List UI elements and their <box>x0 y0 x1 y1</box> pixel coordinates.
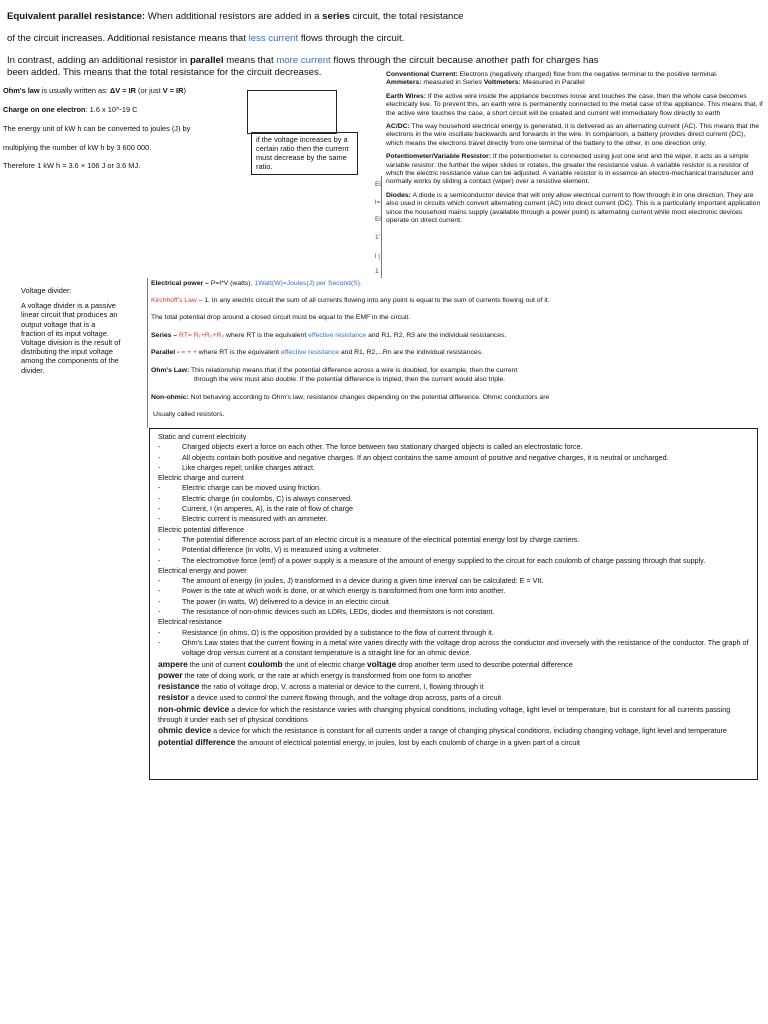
electron-charge-note: Charge on one electron: 1.6 x 10^-19 C <box>3 105 138 114</box>
glossary-potential-difference: potential difference the amount of electrical potential energy, in joules, lost by each coulomb of charge in a given part of a circuit <box>158 736 580 747</box>
voltage-divider-note <box>21 286 121 375</box>
glossary-resistor: resistor a device used to control the current flowing through, and the voltage drop across, parts of a circuit <box>158 692 502 703</box>
margin-mark: 1 <box>375 268 379 275</box>
list-item: - Like charges repel; unlike charges attract. <box>158 463 749 473</box>
list-item: - All objects contain both positive and negative charges. If an object contains the same amount of positive and negative charges, it is neutral or uncharged. <box>158 453 749 463</box>
list-item: - Electric charge (in coulombs, C) is always conserved. <box>158 494 749 504</box>
kirchhoff-second-line: The total potential drop around a closed circuit must be equal to the EMF in the circuit. <box>151 314 411 321</box>
right-notes <box>386 71 764 226</box>
intro-line-1: Equivalent parallel resistance: When additional resistors are added in a series circuit, the total resistance <box>7 11 464 22</box>
list-item: - The resistance of non-ohmic devices such as LDRs, LEDs, diodes and thermistors is not constant. <box>158 607 749 617</box>
potentiometer-note: Potentiometer/Variable Resistor: If the potentiometer is connected using just one end and the wiper, it acts as a simple variable resistor: the further the wiper slides or rotates, the greater the resistance value. A variable resistor is a resistor of which the electric resistance value can be adjusted. A variable resistor is in essence an electro-mechanical transducer and normally works by sliding a contact (wiper) over a resistive element. <box>386 153 754 186</box>
usually-called-line: Usually called resistors. <box>153 411 225 418</box>
section-heading: Electric charge and current <box>158 473 244 483</box>
glossary-ohmic: ohmic device a device for which the resistance is constant for all currents under a range of changing physical conditions, including changing voltage, light level and temperature <box>158 725 727 736</box>
ratio-note-box: if the voltage increases by a certain ratio then the current must decrease by the same ratio. <box>251 132 358 175</box>
list-item: - The power (in watts, W) delivered to a device in an electric circuit <box>158 597 749 607</box>
margin-mark: l | <box>375 253 381 260</box>
kirchhoff-law-line: Kirchhoff's Law – 1. In any electric circuit the sum of all currents flowing into any point is equal to the sum of currents flowing out of it. <box>151 297 550 304</box>
list-item: - Ohm's Law states that the current flowing in a metal wire varies directly with the voltage drop across the conductor and inversely with the resistance of the conductor. The graph of voltage drop versus current at a constant temperature is a straight line for an ohmic device. <box>158 638 749 659</box>
section-heading: Static and current electricity <box>158 432 247 441</box>
list-item: - Potential difference (in volts, V) is measured using a voltmeter. <box>158 545 749 555</box>
parallel-line: Parallel - = + + where RT is the equivalent effective resistance and R1, R2,...Rn are the individual resistances. <box>151 349 483 356</box>
ohms-law-line: Ohm's Law: This relationship means that if the potential difference across a wire is doubled, for example, then the current <box>151 367 518 374</box>
margin-mark: 1' <box>375 234 380 241</box>
section-heading: Electrical resistance <box>158 617 222 627</box>
glossary-ampere: ampere the unit of current coulomb the unit of electric charge voltage drop another term used to describe potential difference <box>158 658 573 669</box>
ohms-law-note: Ohm's law is usually written as: ΔV = IR (or just V = IR) <box>3 86 186 95</box>
intro-line-3: In contrast, adding an additional resistor in parallel means that more current flows through the circuit because another path for charges has <box>7 55 599 66</box>
empty-diagram-box <box>247 90 337 134</box>
list-item: - Charged objects exert a force on each other. The force between two stationary charged objects is called an electrostatic force. <box>158 442 749 452</box>
list-item: - Current, I (in amperes, A), is the rate of flow of charge <box>158 504 749 514</box>
series-line: Series – RT= R₁+R₂+R₃ where RT is the equivalent effective resistance and R1, R2, R3 are the individual resistances. <box>151 332 507 339</box>
conventional-current-note: Conventional Current: Electrons (negatively charged) flow from the negative terminal to the positive terminal. <box>386 71 718 78</box>
margin-bracket <box>381 176 382 278</box>
section-heading: Electric potential difference <box>158 524 245 534</box>
ohms-law-line-2: through the wire must also double. If the potential difference is tripled, then the current would also triple. <box>194 376 506 383</box>
voltage-divider-body: A voltage divider is a passive linear circuit that produces an output voltage that is a fraction of its input voltage. Voltage division is the result of distributing the input voltage among the components of the divider. <box>21 301 121 375</box>
voltage-divider-title: Voltage divider: <box>21 286 72 295</box>
margin-mark: El <box>375 216 381 223</box>
intro-line-2: of the circuit increases. Additional resistance means that less current flows through the circuit. <box>7 33 405 44</box>
multiplying-note: multiplying the number of kW h by 3 600 000. <box>3 143 152 152</box>
glossary-non-ohmic: non-ohmic device a device for which the resistance varies with changing physical conditions, including voltage, light level or temperature, but is constant for all currents passing through it under each set of physical conditions <box>158 703 731 725</box>
therefore-note: Therefore 1 kW h = 3.6 × 106 J or 3.6 MJ. <box>3 161 141 170</box>
list-item: - The electromotive force (emf) of a power supply is a measure of the amount of energy supplied to the circuit for each coulomb of charge passing through that supply. <box>158 556 749 566</box>
margin-mark: l= <box>375 199 381 206</box>
list-item: - Electric charge can be moved using friction. <box>158 483 749 493</box>
margin-mark: El <box>375 181 381 188</box>
ac-dc-note: AC/DC: The way household electrical energy is generated, it is delivered as an alternating current (AC). This means that the electrons in the wire oscillate backwards and forwards in the wire. In comparison, a battery provides direct current (DC), which means the electrons travel directly from one terminal of the battery to the other, in one direction only. <box>386 123 760 147</box>
meters-note: Ammeters: measured in Series Voltmeters: Measured in Parallel <box>386 79 585 87</box>
energy-unit-note: The energy unit of kW h can be converted to joules (J) by <box>3 124 191 133</box>
list-item: - Resistance (in ohms, Ω) is the opposition provided by a substance to the flow of current through it. <box>158 628 749 638</box>
formula-bracket <box>147 278 148 428</box>
summary-box <box>149 428 758 780</box>
list-item: - The potential difference across part of an electric circuit is a measure of the electrical potential energy lost by charge carriers. <box>158 535 749 545</box>
non-ohmic-line: Non-ohmic: Not behaving according to Ohm's law; resistance changes depending on the potential difference. Ohmic conductors are <box>151 394 550 401</box>
glossary-power: power the rate of doing work, or the rate at which energy is transformed from one form to another <box>158 669 472 680</box>
diodes-note: Diodes: A diode is a semiconductor device that will only allow electrical current to flow through it in one direction. They are also used in circuits which convert alternating current (AC) into direct current (DC). This is a particularly important application since the household mains supply (available through a power point) is alternating current while most electronic devices operate on direct current. <box>386 191 761 225</box>
list-item: - Electric current is measured with an ammeter. <box>158 514 749 524</box>
glossary-resistance: resistance the ratio of voltage drop, V, across a material or device to the current, I, flowing through it <box>158 681 484 692</box>
list-item: - Power is the rate at which work is done, or at which energy is transformed from one form into another. <box>158 586 749 596</box>
section-heading: Electrical energy and power <box>158 565 247 575</box>
earth-wires-note: Earth Wires: If the active wire inside the appliance becomes loose and touches the case, then the whole case becomes electrically live. To prevent this, an earth wire is permanently connected to the metal case of the appliance. This means that, if the active wire touches the case, a short circuit will be created and current will immediately flow directly to earth <box>386 92 763 117</box>
intro-line-4: been added. This means that the total resistance for the circuit decreases. <box>7 67 322 78</box>
electrical-power-line: Electrical power – P=I*V (watts). 1Watt(W)=Joules(J) per Second(S). <box>151 280 362 287</box>
list-item: - The amount of energy (in joules, J) transformed in a device during a given time interval can be calculated: E = VIt. <box>158 576 749 586</box>
